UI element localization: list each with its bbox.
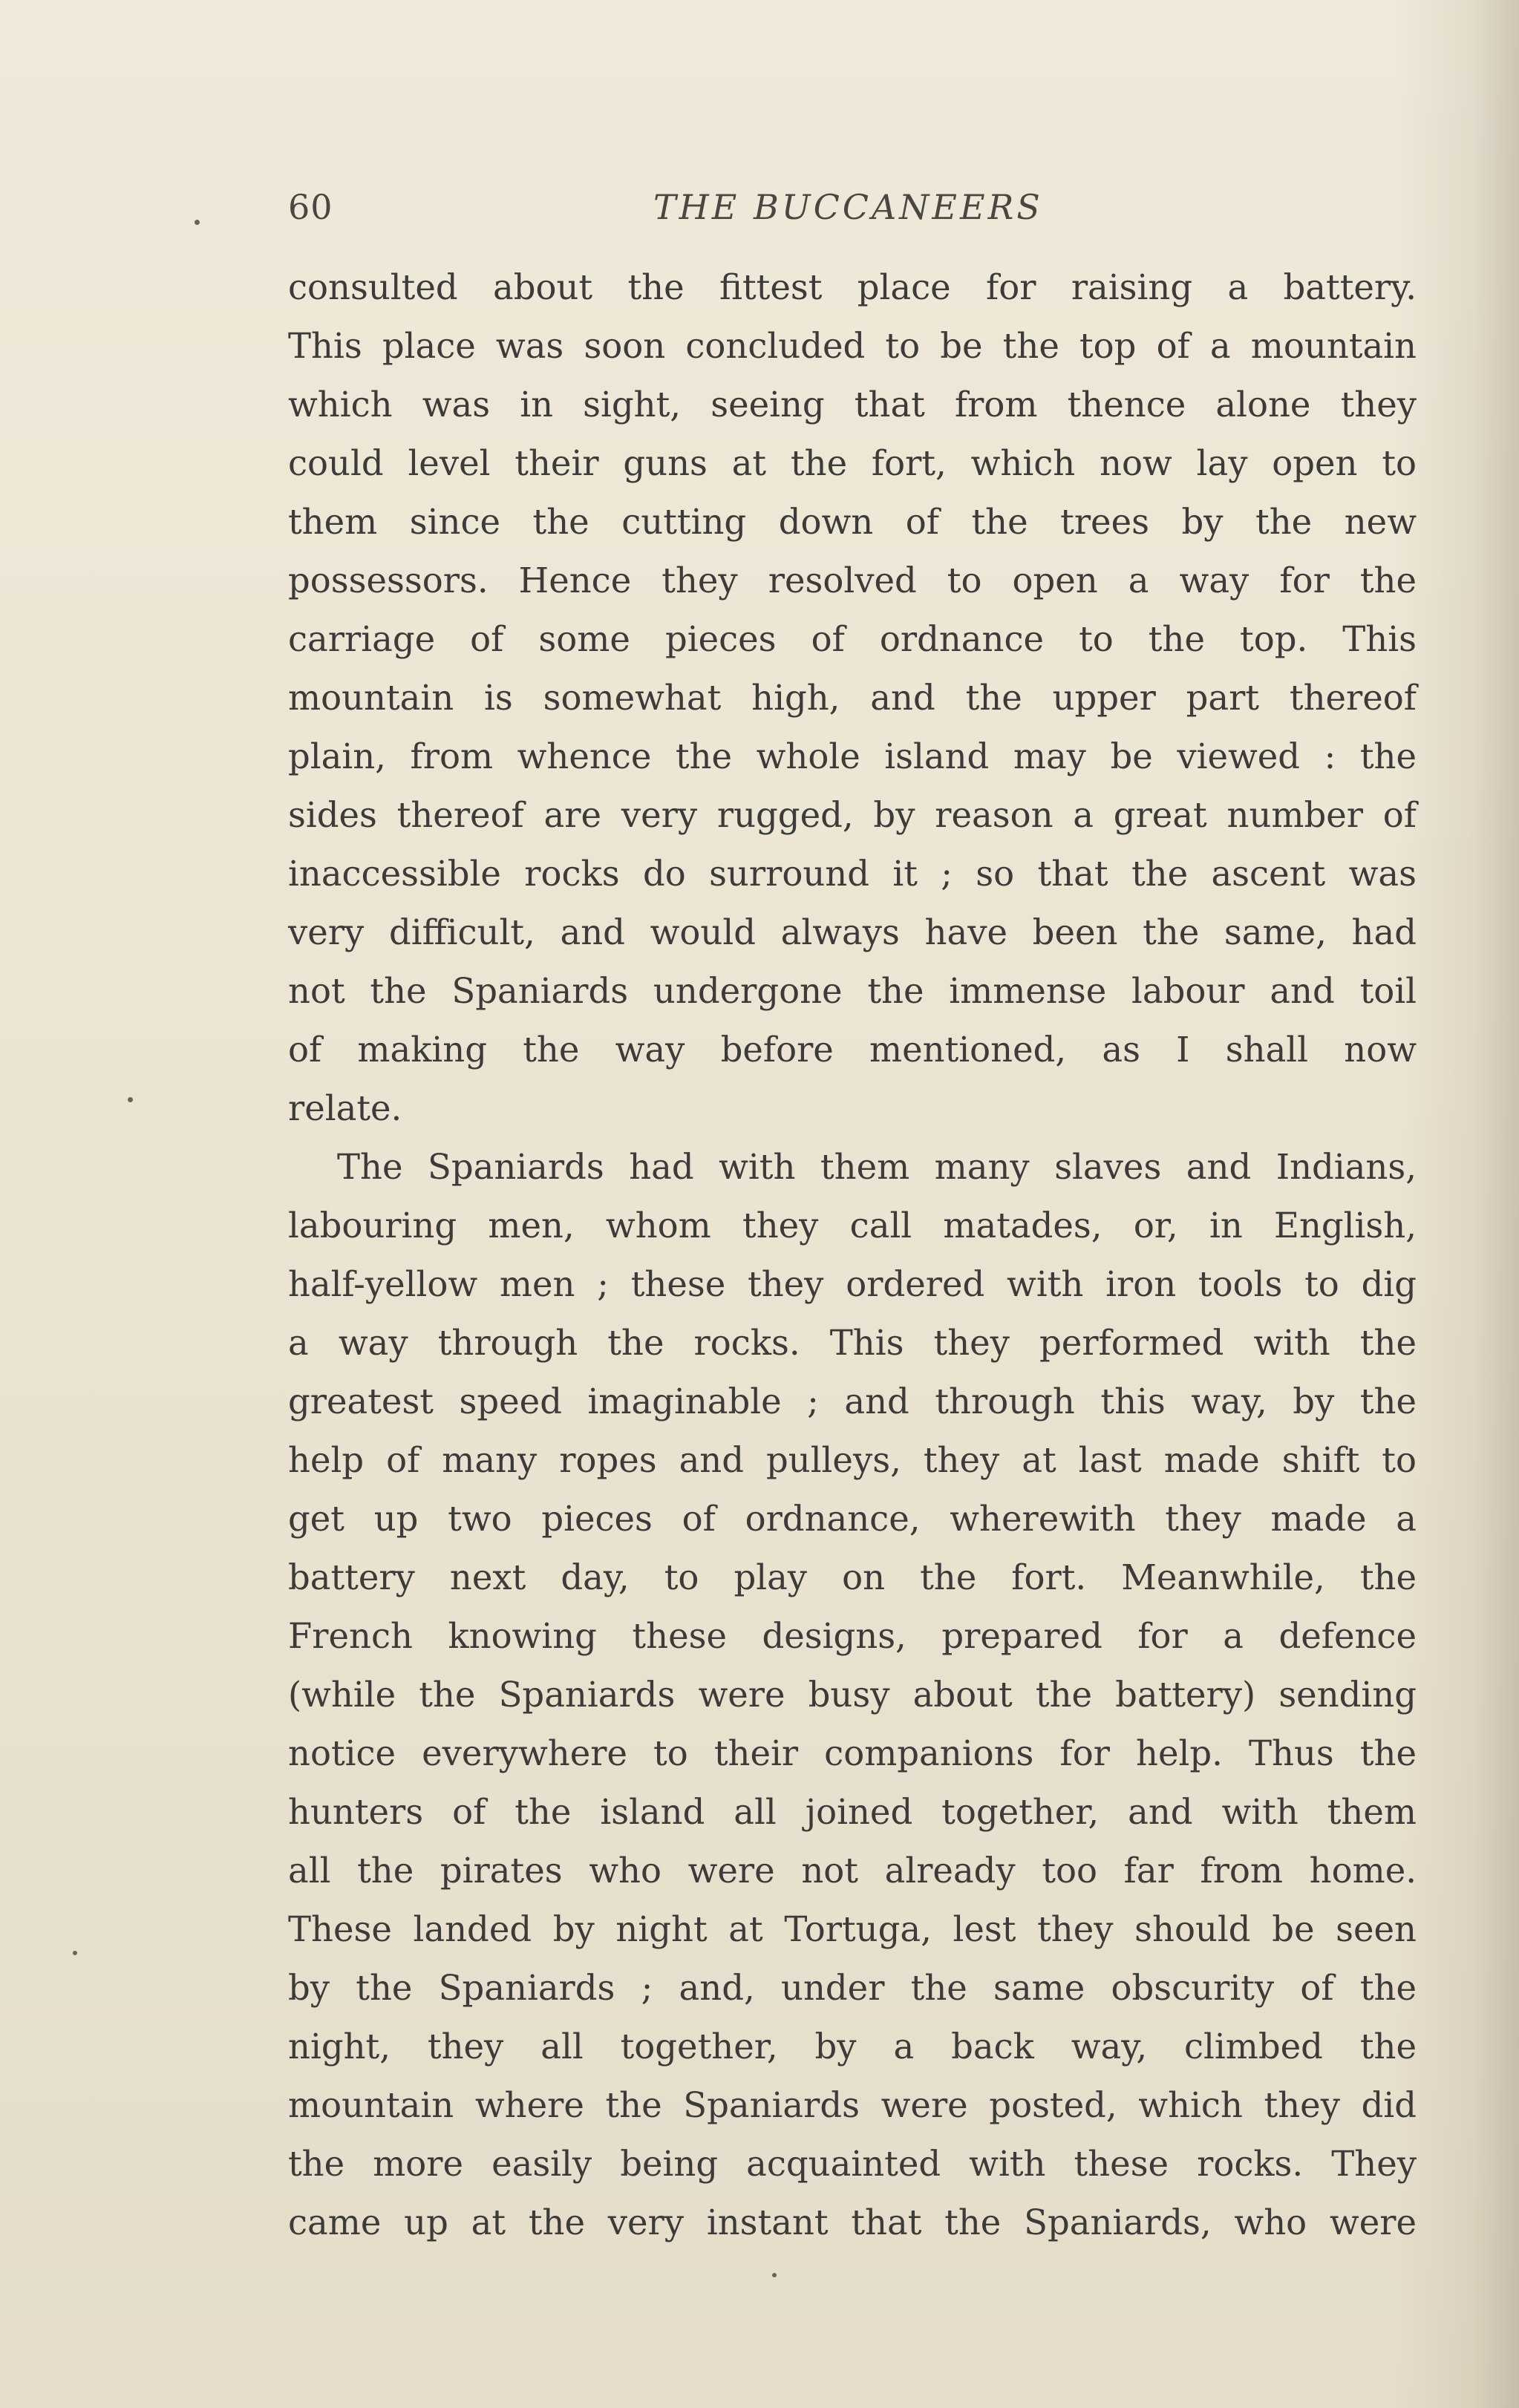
text-line: help of many ropes and pulleys, they at last made shift to (288, 1440, 1417, 1480)
text-line: the more easily being acquainted with these rocks. They (288, 2144, 1417, 2184)
text-line: all the pirates who were not already too far from home. (288, 1851, 1417, 1891)
text-line: labouring men, whom they call matades, or, in English, (288, 1205, 1417, 1246)
text-line: French knowing these designs, prepared for a defence (288, 1616, 1417, 1656)
text-line: relate. (288, 1088, 402, 1128)
text-line: mountain where the Spaniards were posted, which they did (288, 2085, 1417, 2125)
page-header (288, 187, 1417, 232)
text-line: very difficult, and would always have been the same, had (288, 912, 1417, 952)
text-line: night, they all together, by a back way, climbed the (288, 2026, 1417, 2067)
text-line: mountain is somewhat high, and the upper part thereof (288, 678, 1417, 718)
paper-speck (772, 2273, 777, 2277)
text-line: consulted about the fittest place for raising a battery. (288, 267, 1417, 307)
text-line: possessors. Hence they resolved to open a way for the (288, 560, 1417, 601)
text-line: came up at the very instant that the Spaniards, who were (288, 2202, 1417, 2242)
paragraph (288, 258, 1417, 1138)
text-line: inaccessible rocks do surround it ; so that the ascent was (288, 854, 1417, 894)
paragraph (288, 1138, 1417, 2252)
paper-speck (73, 1951, 77, 1955)
text-line: not the Spaniards undergone the immense labour and toil (288, 971, 1417, 1011)
text-line: greatest speed imaginable ; and through this way, by the (288, 1381, 1417, 1421)
text-line: half-yellow men ; these they ordered with iron tools to dig (288, 1264, 1417, 1304)
text-line: a way through the rocks. This they performed with the (288, 1323, 1417, 1363)
text-line: (while the Spaniards were busy about the battery) sending (288, 1675, 1417, 1715)
text-line: which was in sight, seeing that from thence alone they (288, 385, 1417, 425)
text-line: battery next day, to play on the fort. Meanwhile, the (288, 1557, 1417, 1597)
text-line: The Spaniards had with them many slaves and Indians, (337, 1147, 1417, 1187)
text-line: could level their guns at the fort, which now lay open to (288, 443, 1417, 483)
text-line: notice everywhere to their companions for help. Thus the (288, 1733, 1417, 1773)
text-line: hunters of the island all joined together, and with them (288, 1792, 1417, 1832)
text-line: carriage of some pieces of ordnance to the top. This (288, 619, 1417, 659)
text-line: plain, from whence the whole island may be viewed : the (288, 736, 1417, 776)
text-line: get up two pieces of ordnance, wherewith they made a (288, 1499, 1417, 1539)
text-line: of making the way before mentioned, as I shall now (288, 1030, 1417, 1070)
text-line: This place was soon concluded to be the top of a mountain (288, 326, 1417, 366)
body-text (288, 258, 1417, 2252)
text-line: sides thereof are very rugged, by reason a great number of (288, 795, 1417, 835)
page-number: 60 (288, 187, 333, 227)
paper-speck (195, 220, 200, 225)
text-line: by the Spaniards ; and, under the same obscurity of the (288, 1968, 1417, 2008)
paper-speck (128, 1097, 133, 1102)
running-title: THE BUCCANEERS (653, 187, 1043, 227)
text-line: them since the cutting down of the trees by the new (288, 502, 1417, 542)
text-line: These landed by night at Tortuga, lest they should be seen (288, 1909, 1417, 1949)
